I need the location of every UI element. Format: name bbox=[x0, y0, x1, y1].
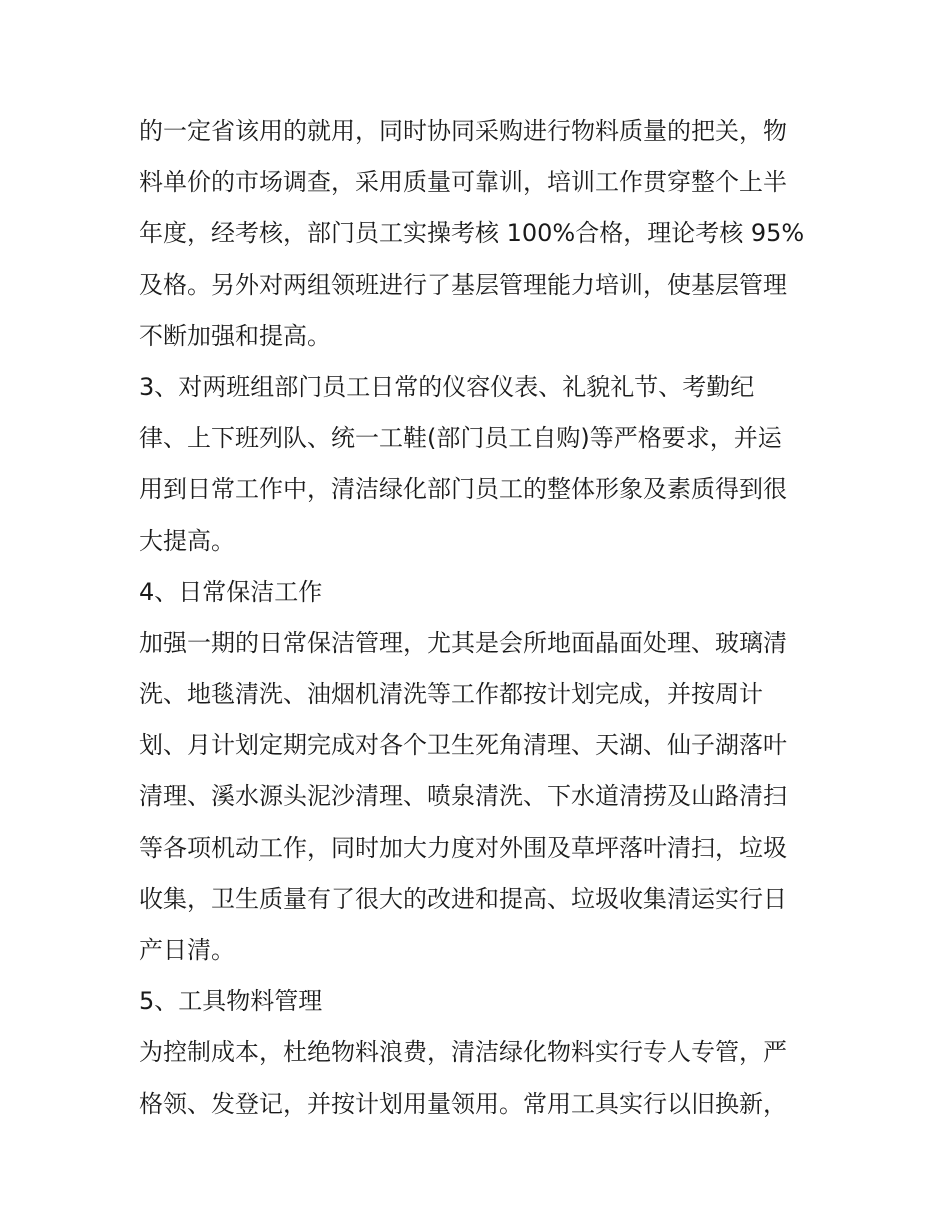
text-line: 的一定省该用的就用，同时协同采购进行物料质量的把关，物 bbox=[139, 117, 787, 145]
text-line: 及格。另外对两组领班进行了基层管理能力培训，使基层管理 bbox=[139, 270, 787, 299]
text-line: 加强一期的日常保洁管理，尤其是会所地面晶面处理、玻璃清 bbox=[139, 628, 787, 657]
text-line: 收集，卫生质量有了很大的改进和提高、垃圾收集清运实行日 bbox=[139, 884, 787, 913]
text-line: 律、上下班列队、统一工鞋(部门员工自购)等严格要求，并运 bbox=[139, 424, 782, 453]
text-line: 产日清。 bbox=[139, 936, 235, 964]
text-line: 等各项机动工作，同时加大力度对外围及草坪落叶清扫，垃圾 bbox=[139, 833, 787, 862]
text-line: 不断加强和提高。 bbox=[139, 321, 331, 350]
text-line: 大提高。 bbox=[139, 526, 235, 555]
section-heading-5: 5、工具物料管理 bbox=[139, 987, 323, 1016]
text-line: 年度，经考核，部门员工实操考核 100%合格，理论考核 95% bbox=[139, 219, 805, 248]
text-line: 划、月计划定期完成对各个卫生死角清理、天湖、仙子湖落叶 bbox=[139, 731, 787, 760]
text-line: 为控制成本，杜绝物料浪费，清洁绿化物料实行专人专管，严 bbox=[139, 1038, 787, 1067]
text-line: 用到日常工作中，清洁绿化部门员工的整体形象及素质得到很 bbox=[139, 475, 787, 504]
text-line: 料单价的市场调查，采用质量可靠训，培训工作贯穿整个上半 bbox=[139, 168, 787, 197]
text-line: 清理、溪水源头泥沙清理、喷泉清洗、下水道清捞及山路清扫 bbox=[139, 782, 787, 811]
text-line: 格领、发登记，并按计划用量领用。常用工具实行以旧换新， bbox=[139, 1089, 787, 1118]
document-body bbox=[139, 106, 819, 1130]
section-heading-3: 3、对两班组部门员工日常的仪容仪表、礼貌礼节、考勤纪 bbox=[139, 372, 755, 401]
text-line: 洗、地毯清洗、油烟机清洗等工作都按计划完成，并按周计 bbox=[139, 680, 763, 709]
section-heading-4: 4、日常保洁工作 bbox=[139, 577, 323, 606]
